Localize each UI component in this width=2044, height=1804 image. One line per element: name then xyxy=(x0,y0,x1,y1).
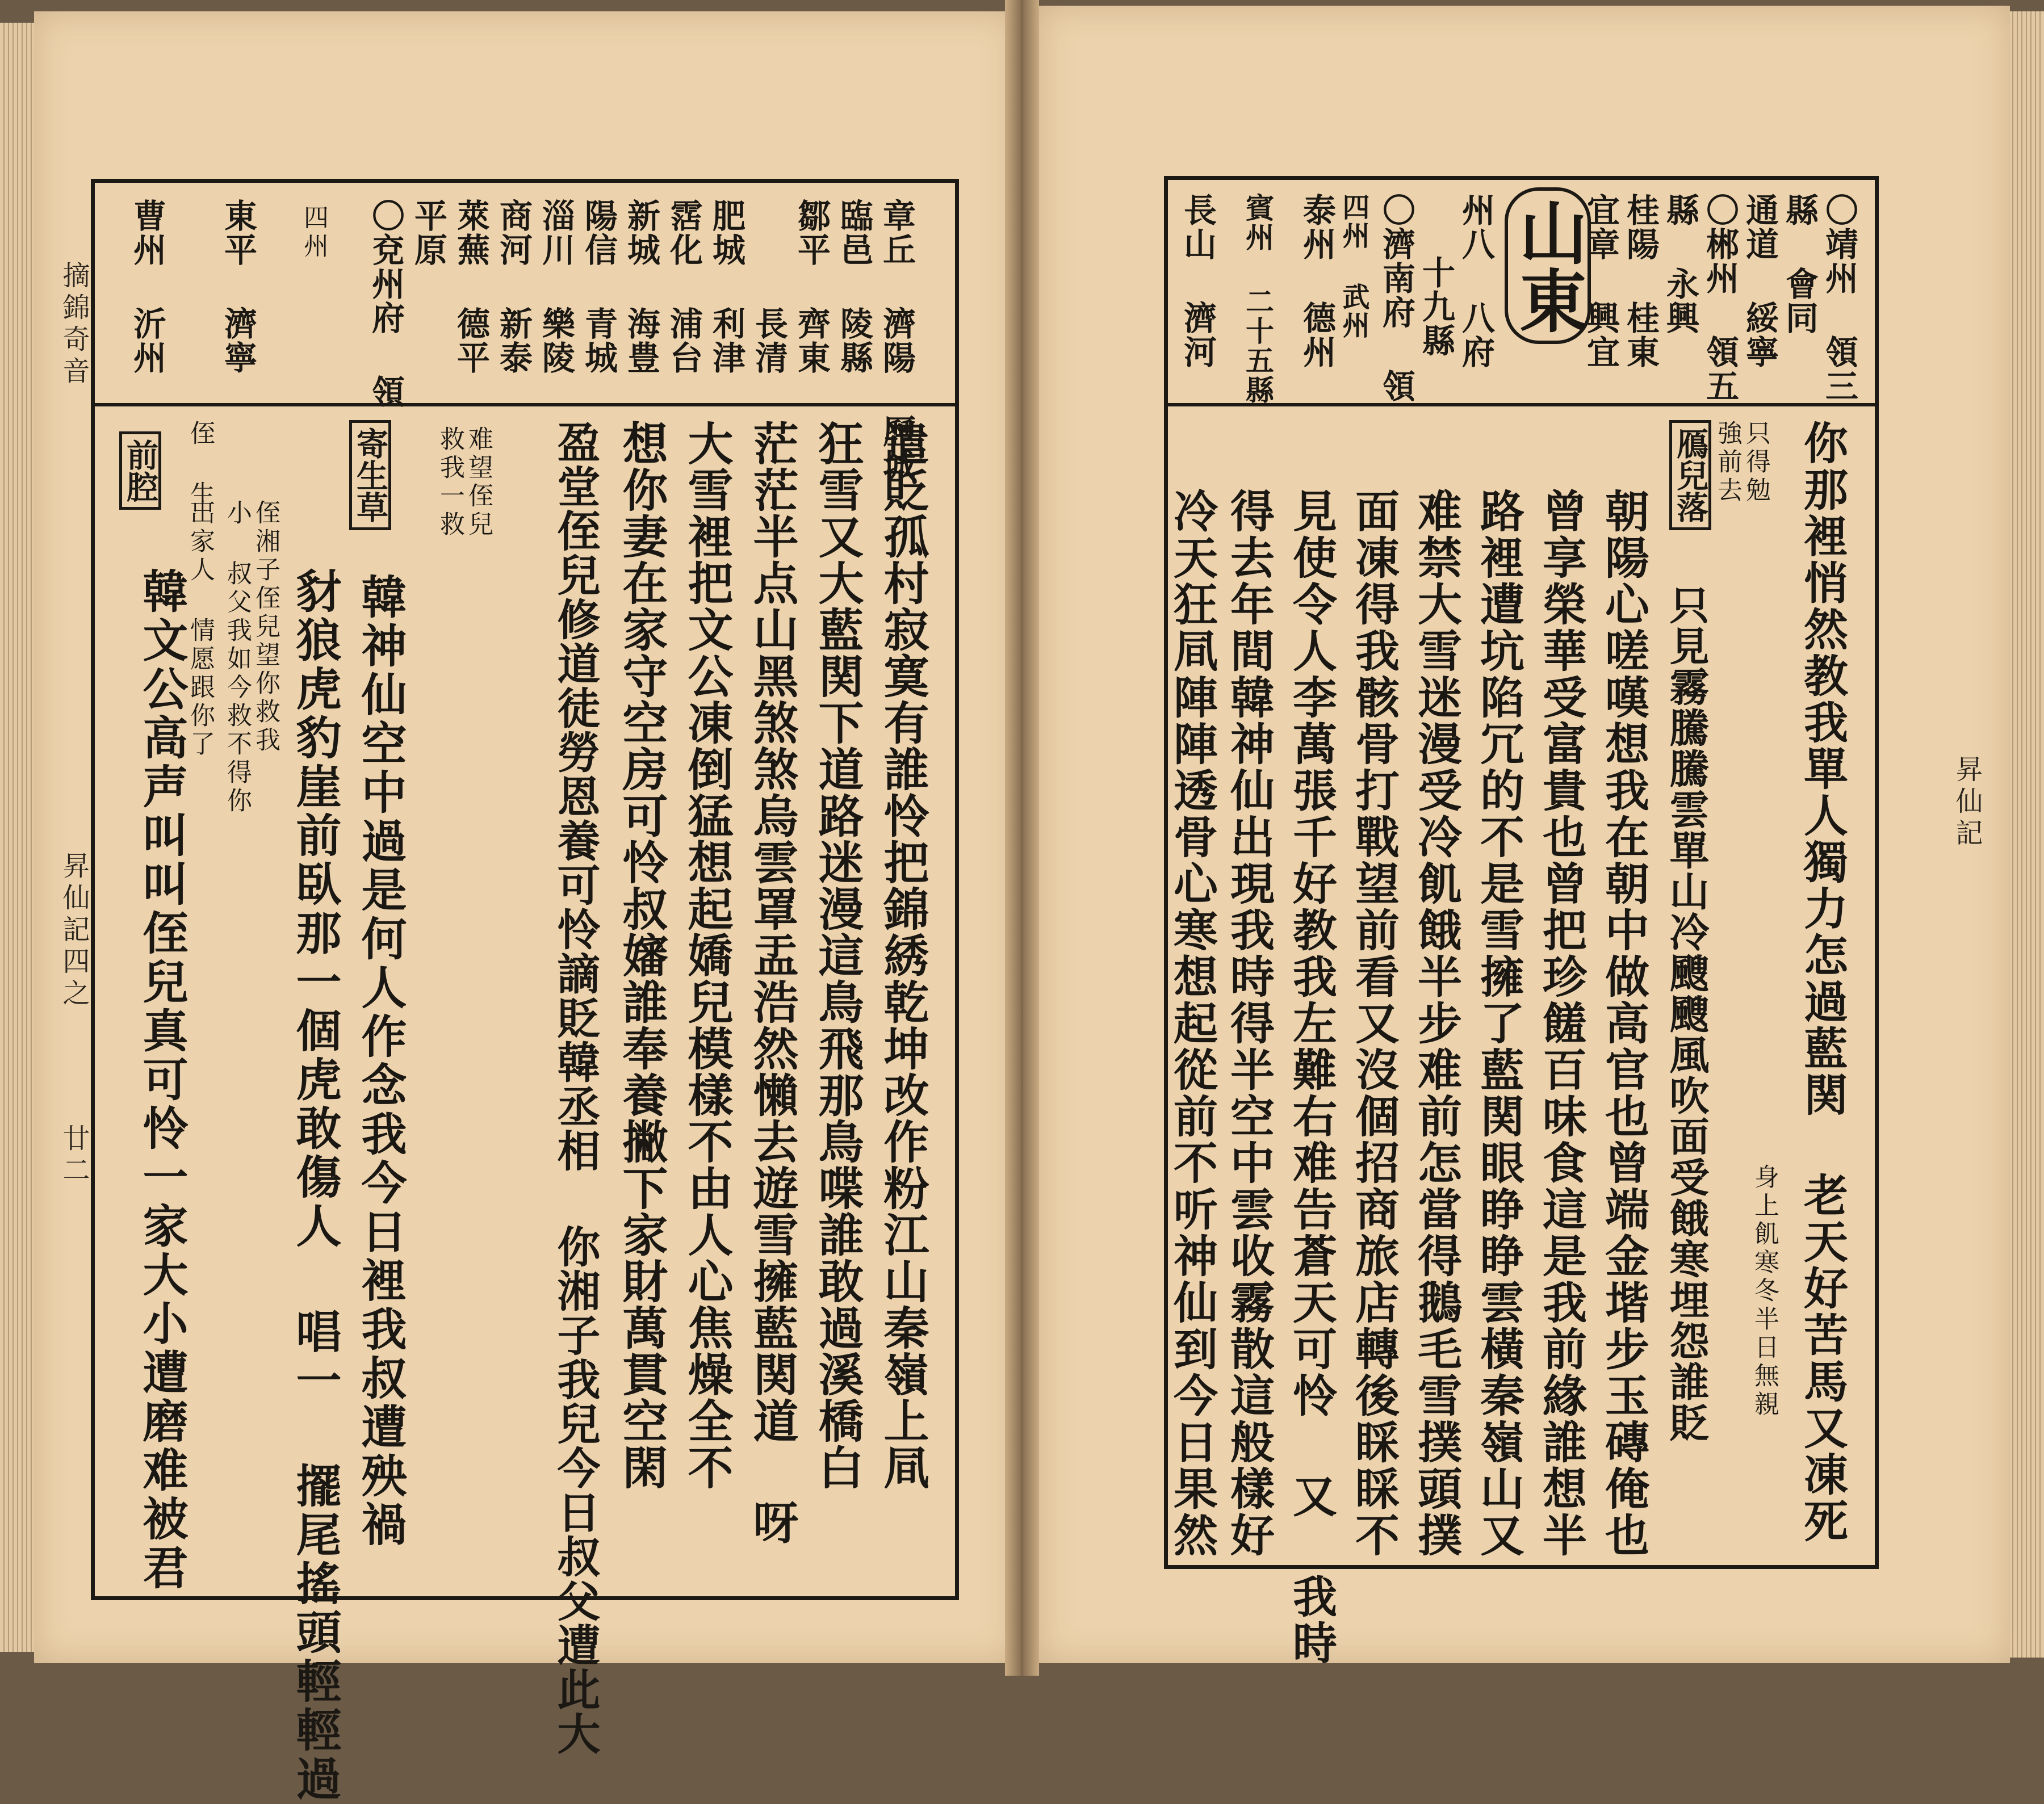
note-col: 小 叔父我如今救不得你 xyxy=(223,500,252,816)
body-col: 曾享榮華受富貴也曾把珍饈百味食這是我前緣誰想半 xyxy=(1535,488,1587,1559)
body-col: 冷天狂凬陣陣透骨心寒想起從前不听神仙到今日果然 xyxy=(1166,488,1218,1559)
header-col: 泰州 德州 xyxy=(1297,193,1336,369)
header-col: 萊蕪 德平 xyxy=(451,199,490,375)
header-col: 章丘 濟陽 歷城 xyxy=(877,199,916,483)
left-margin-folio: 廿二 xyxy=(58,1124,90,1188)
header-col: 四州 武州 xyxy=(1338,193,1369,339)
shandong-label: 山東 xyxy=(1505,187,1591,344)
header-col: 通道 綏寧 xyxy=(1740,193,1779,369)
header-col: 曹州 沂州 xyxy=(128,199,166,375)
body-col: 茫茫半点山黑煞煞烏雲罩盂浩然懶去遊雪擁藍関道 呀 xyxy=(745,420,799,1545)
body-col: 韓神仙空中過是何人作念我今日裡我叔遭殃禍 xyxy=(354,573,407,1550)
header-col: 淄川 樂陵 xyxy=(537,199,575,375)
body-col: 盈堂侄兒修道徒勞恩養可怜謫貶韓丞相 你湘子我兒今日叔父遭此大 xyxy=(550,420,601,1756)
left-header-divider xyxy=(95,403,955,406)
header-col: 東平 濟寧 xyxy=(219,199,257,375)
header-col: 州八 八府 xyxy=(1456,193,1495,369)
right-page xyxy=(1039,6,2010,1667)
header-col: 〇兗州府 領 xyxy=(366,199,405,409)
note-col: 侄湘子侄兒望你救我 xyxy=(251,500,280,755)
note-col: 难望侄兒 xyxy=(464,426,493,539)
body-col: 只見霧騰騰雲單山冷颼颼風吹面受餓寒埋怨誰貶 xyxy=(1663,585,1710,1443)
note-col: 救我一救 xyxy=(435,426,464,539)
header-col: 縣 會同 xyxy=(1780,193,1819,335)
header-col: 陽信 青城 xyxy=(579,199,618,375)
left-margin-play: 昇仙記四之 xyxy=(58,851,90,1010)
body-col: 面凍得我骸骨打戰望前看又沒個招商旅店轉後睬睬不 xyxy=(1348,488,1400,1559)
right-margin-title: 昇仙記 xyxy=(1951,755,1983,850)
note-col: 強前去 xyxy=(1713,420,1742,505)
header-col: 肥城 利津 xyxy=(707,199,745,375)
section-label-qianqiang: 前腔 xyxy=(119,431,161,510)
body-col: 想你妻在家守空房可怜叔嬸誰奉養撇下家財萬貫空閑 xyxy=(615,420,668,1491)
body-col: 豺狼虎豹崖前臥那一個虎敢傷人 唱一 擺尾搖頭輕輕過 xyxy=(288,568,342,1804)
header-col: 〇郴州 領五 xyxy=(1700,193,1739,403)
section-label-yanerluo: 鴈兒落 xyxy=(1669,420,1711,530)
header-col: 桂陽 桂東 xyxy=(1621,193,1660,369)
body-col: 路裡遭坑陷冗的不是雪擁了藍関眼睁睁雲橫秦嶺山又 xyxy=(1473,488,1524,1559)
header-col: 鄒平 齊東 xyxy=(792,199,831,375)
left-page xyxy=(34,11,1016,1804)
header-col: 宜章 興宜 xyxy=(1581,193,1620,369)
header-col: 〇濟南府 領 xyxy=(1377,193,1415,403)
section-label-jishengcao: 寄生草 xyxy=(349,420,391,530)
book-gutter xyxy=(1005,0,1039,1676)
header-col: 平原 xyxy=(409,199,447,267)
header-col: 〇靖州 領三 xyxy=(1820,193,1858,403)
header-col: 新城 海豊 xyxy=(622,199,660,375)
body-col: 見使令人李萬張千好教我左難右难告蒼天可怜 又 我時 xyxy=(1285,488,1337,1667)
body-col: 朝陽心嗟嘆想我在朝中做高官也曾端金堦步玉磚俺也 xyxy=(1598,488,1649,1559)
body-col: 韓文公高声叫叫侄兒真可怜一家大小遭磨难被君 xyxy=(135,568,189,1593)
note-col: 只得勉 xyxy=(1741,420,1770,505)
left-margin-title: 摘錦奇音 xyxy=(58,261,90,388)
header-col: 臨邑 陵縣 xyxy=(835,199,873,375)
note-col: 身上飢寒冬半日無親 xyxy=(1750,1164,1779,1419)
header-col: 長清 xyxy=(749,307,788,375)
header-col: 縣 永興 xyxy=(1661,193,1699,335)
page-stack-right-edge xyxy=(2004,11,2044,1658)
body-col: 得去年間韓神仙出現我時得半空中雲收霧散這般樣好 xyxy=(1223,488,1275,1559)
header-col: 商河 新泰 xyxy=(494,199,533,375)
note-col: 侄 生 xyxy=(186,420,215,509)
body-col: 大雪裡把文公凍倒猛想起嬌兒模樣不由人心焦燥全不 xyxy=(680,420,734,1491)
body-col: 难禁大雪迷漫受冷飢餓半步难前怎當得鵝毛雪撲頭撲 xyxy=(1410,488,1462,1559)
body-col: 你那裡悄然教我單人獨力怎過藍関 老天好苦馬又凍死 xyxy=(1796,420,1848,1545)
body-col: 遣貶孤村寂寞有誰怜把錦綉乾坤改作粉江山秦嶺上凬 xyxy=(876,420,929,1491)
header-col: 賓州 二十五縣 xyxy=(1241,193,1275,405)
header-col: 四州 xyxy=(299,204,328,261)
header-col: 霑化 浦台 xyxy=(664,199,703,375)
header-col: 十九縣 xyxy=(1417,255,1455,358)
note-col: 出家人 情愿跟你了 xyxy=(186,500,215,759)
body-col: 狂雪又大藍関下道路迷漫這鳥飛那鳥喋誰敢過溪橋白 xyxy=(811,420,864,1491)
header-col: 長山 濟河 xyxy=(1178,193,1217,369)
